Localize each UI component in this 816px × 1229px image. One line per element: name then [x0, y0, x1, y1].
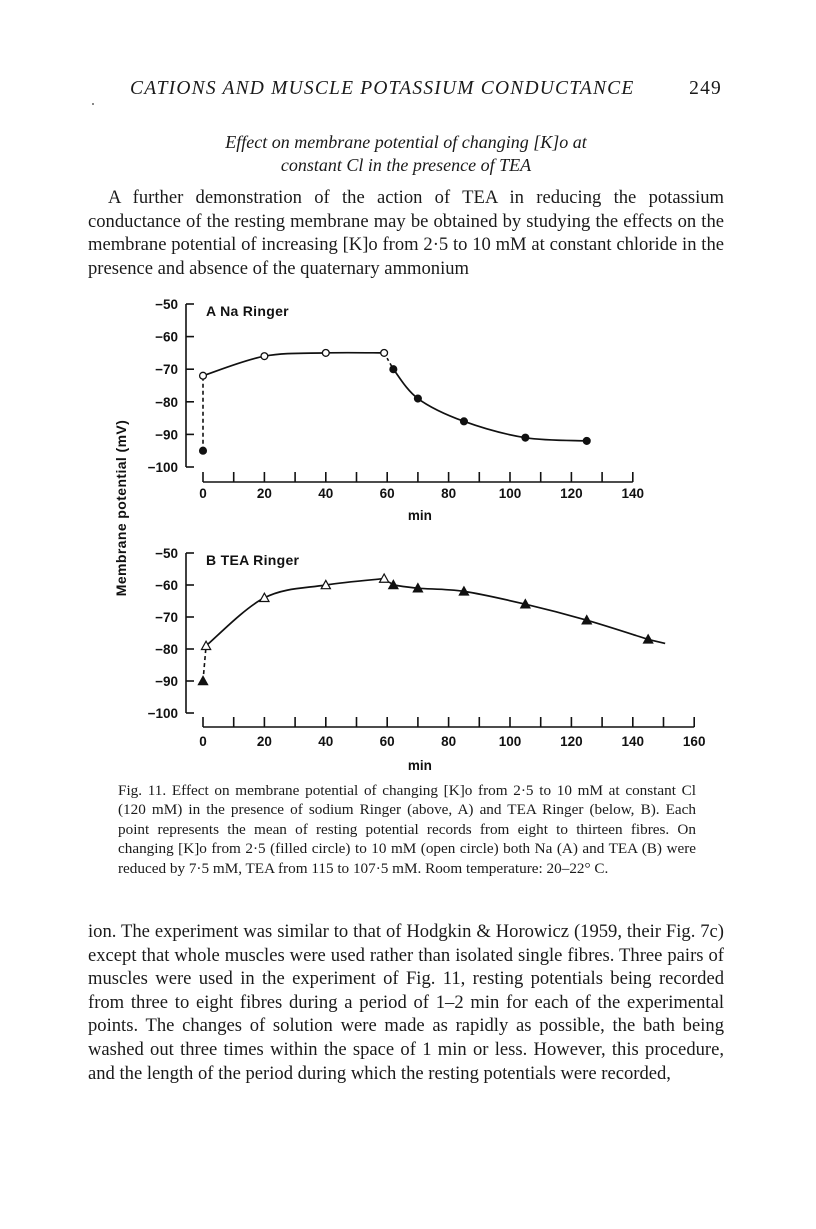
curve-open-series [203, 353, 384, 376]
y-axis-label: Membrane potential (mV) [113, 419, 129, 597]
y-tick-label: −70 [155, 610, 178, 625]
open-circle-point [381, 350, 388, 357]
filled-circle-point [461, 418, 468, 425]
x-tick-label: 140 [621, 486, 645, 501]
paragraph-2: ion. The experiment was similar to that of Hodgkin & Horowicz (1959, their Fig. 7c) except that whole muscles were used rather than isolated single fibres. Three pairs of muscles were used in the experiment of Fig. 11, resting potentials being recorded from three to eight fibres during a period of 1–2 min for each of the experimental points. The changes of solution were made as rapidly as possible, the bath being washed out three times within the space of 1 min or less. However, this procedure, and the length of the period during which the resting potentials were recorded, [88, 921, 724, 1084]
x-tick-label: 120 [560, 486, 583, 501]
filled-circle-point [583, 438, 590, 445]
x-tick-label: 80 [441, 486, 457, 501]
dashed-connector [203, 646, 206, 681]
x-tick-label: 100 [498, 734, 522, 749]
x-tick-label: 0 [199, 486, 207, 501]
x-tick-label: 60 [379, 486, 395, 501]
x-tick-label: 60 [379, 734, 395, 749]
y-tick-label: −100 [147, 460, 178, 475]
x-tick-label: 160 [682, 734, 706, 749]
x-tick-label: 80 [441, 734, 457, 749]
page-number: 249 [689, 78, 722, 99]
y-tick-label: −80 [155, 394, 178, 410]
y-tick-label: −100 [147, 706, 178, 721]
filled-circle-point [415, 395, 422, 402]
filled-circle-point [200, 447, 207, 454]
x-tick-label: 120 [560, 734, 583, 749]
open-circle-point [261, 353, 268, 360]
panel-label: B TEA Ringer [206, 552, 300, 568]
x-tick-label: 20 [256, 734, 272, 749]
filled-triangle-point [389, 580, 398, 588]
panel-label: A Na Ringer [206, 303, 289, 319]
running-title: CATIONS AND MUSCLE POTASSIUM CONDUCTANCE [130, 78, 635, 99]
panel-a [148, 297, 644, 523]
filled-circle-point [522, 434, 529, 441]
y-tick-label: −70 [155, 362, 178, 378]
y-tick-label: −90 [155, 674, 178, 689]
y-tick-label: −50 [155, 297, 178, 312]
x-tick-label: 20 [256, 486, 272, 501]
figure-caption: Fig. 11. Effect on membrane potential of changing [K]o from 2·5 to 10 mM at constant Cl (120 mM) in the presence of sodium Ringer (above, A) and TEA Ringer (below, B). Each point represents the mean of resting potential records from eight to thirteen fibres. On changing [K]o from 2·5 (filled circle) to 10 mM (open circle) both Na (A) and TEA (B) were reduced by 7·5 mM, TEA from 115 to 107·5 mM. Room temperature: 20–22° C. [118, 782, 696, 877]
curve-filled-series [393, 585, 665, 643]
y-tick-label: −90 [155, 427, 178, 443]
x-axis-label: min [407, 508, 432, 523]
y-tick-label: −50 [155, 546, 178, 561]
y-tick-label: −60 [155, 578, 178, 593]
open-circle-point [200, 372, 207, 379]
curve-open-series [206, 579, 384, 646]
section-title-line-1: Effect on membrane potential of changing [K]o at [225, 132, 587, 152]
open-circle-point [322, 350, 329, 357]
paragraph-1: A further demonstration of the action of TEA in reducing the potassium conductance of the resting membrane may be obtained by studying the effects on the membrane potential of increasing [K]o from 2·5 to 10 mM at constant chloride in the presence and absence of the quaternary ammonium [88, 187, 724, 279]
y-tick-label: −60 [155, 329, 178, 345]
x-tick-label: 40 [318, 486, 334, 501]
x-tick-label: 40 [318, 734, 334, 749]
x-tick-label: 0 [199, 734, 207, 749]
x-tick-label: 100 [498, 486, 522, 501]
open-triangle-point [260, 593, 269, 601]
section-title-line-2: constant Cl in the presence of TEA [280, 155, 532, 175]
x-axis-label: min [407, 758, 432, 773]
curve-filled-series [393, 369, 586, 441]
filled-triangle-point [198, 676, 207, 684]
y-tick-label: −80 [155, 642, 178, 657]
x-tick-label: 140 [621, 734, 645, 749]
filled-circle-point [390, 366, 397, 373]
panel-b [148, 546, 706, 773]
